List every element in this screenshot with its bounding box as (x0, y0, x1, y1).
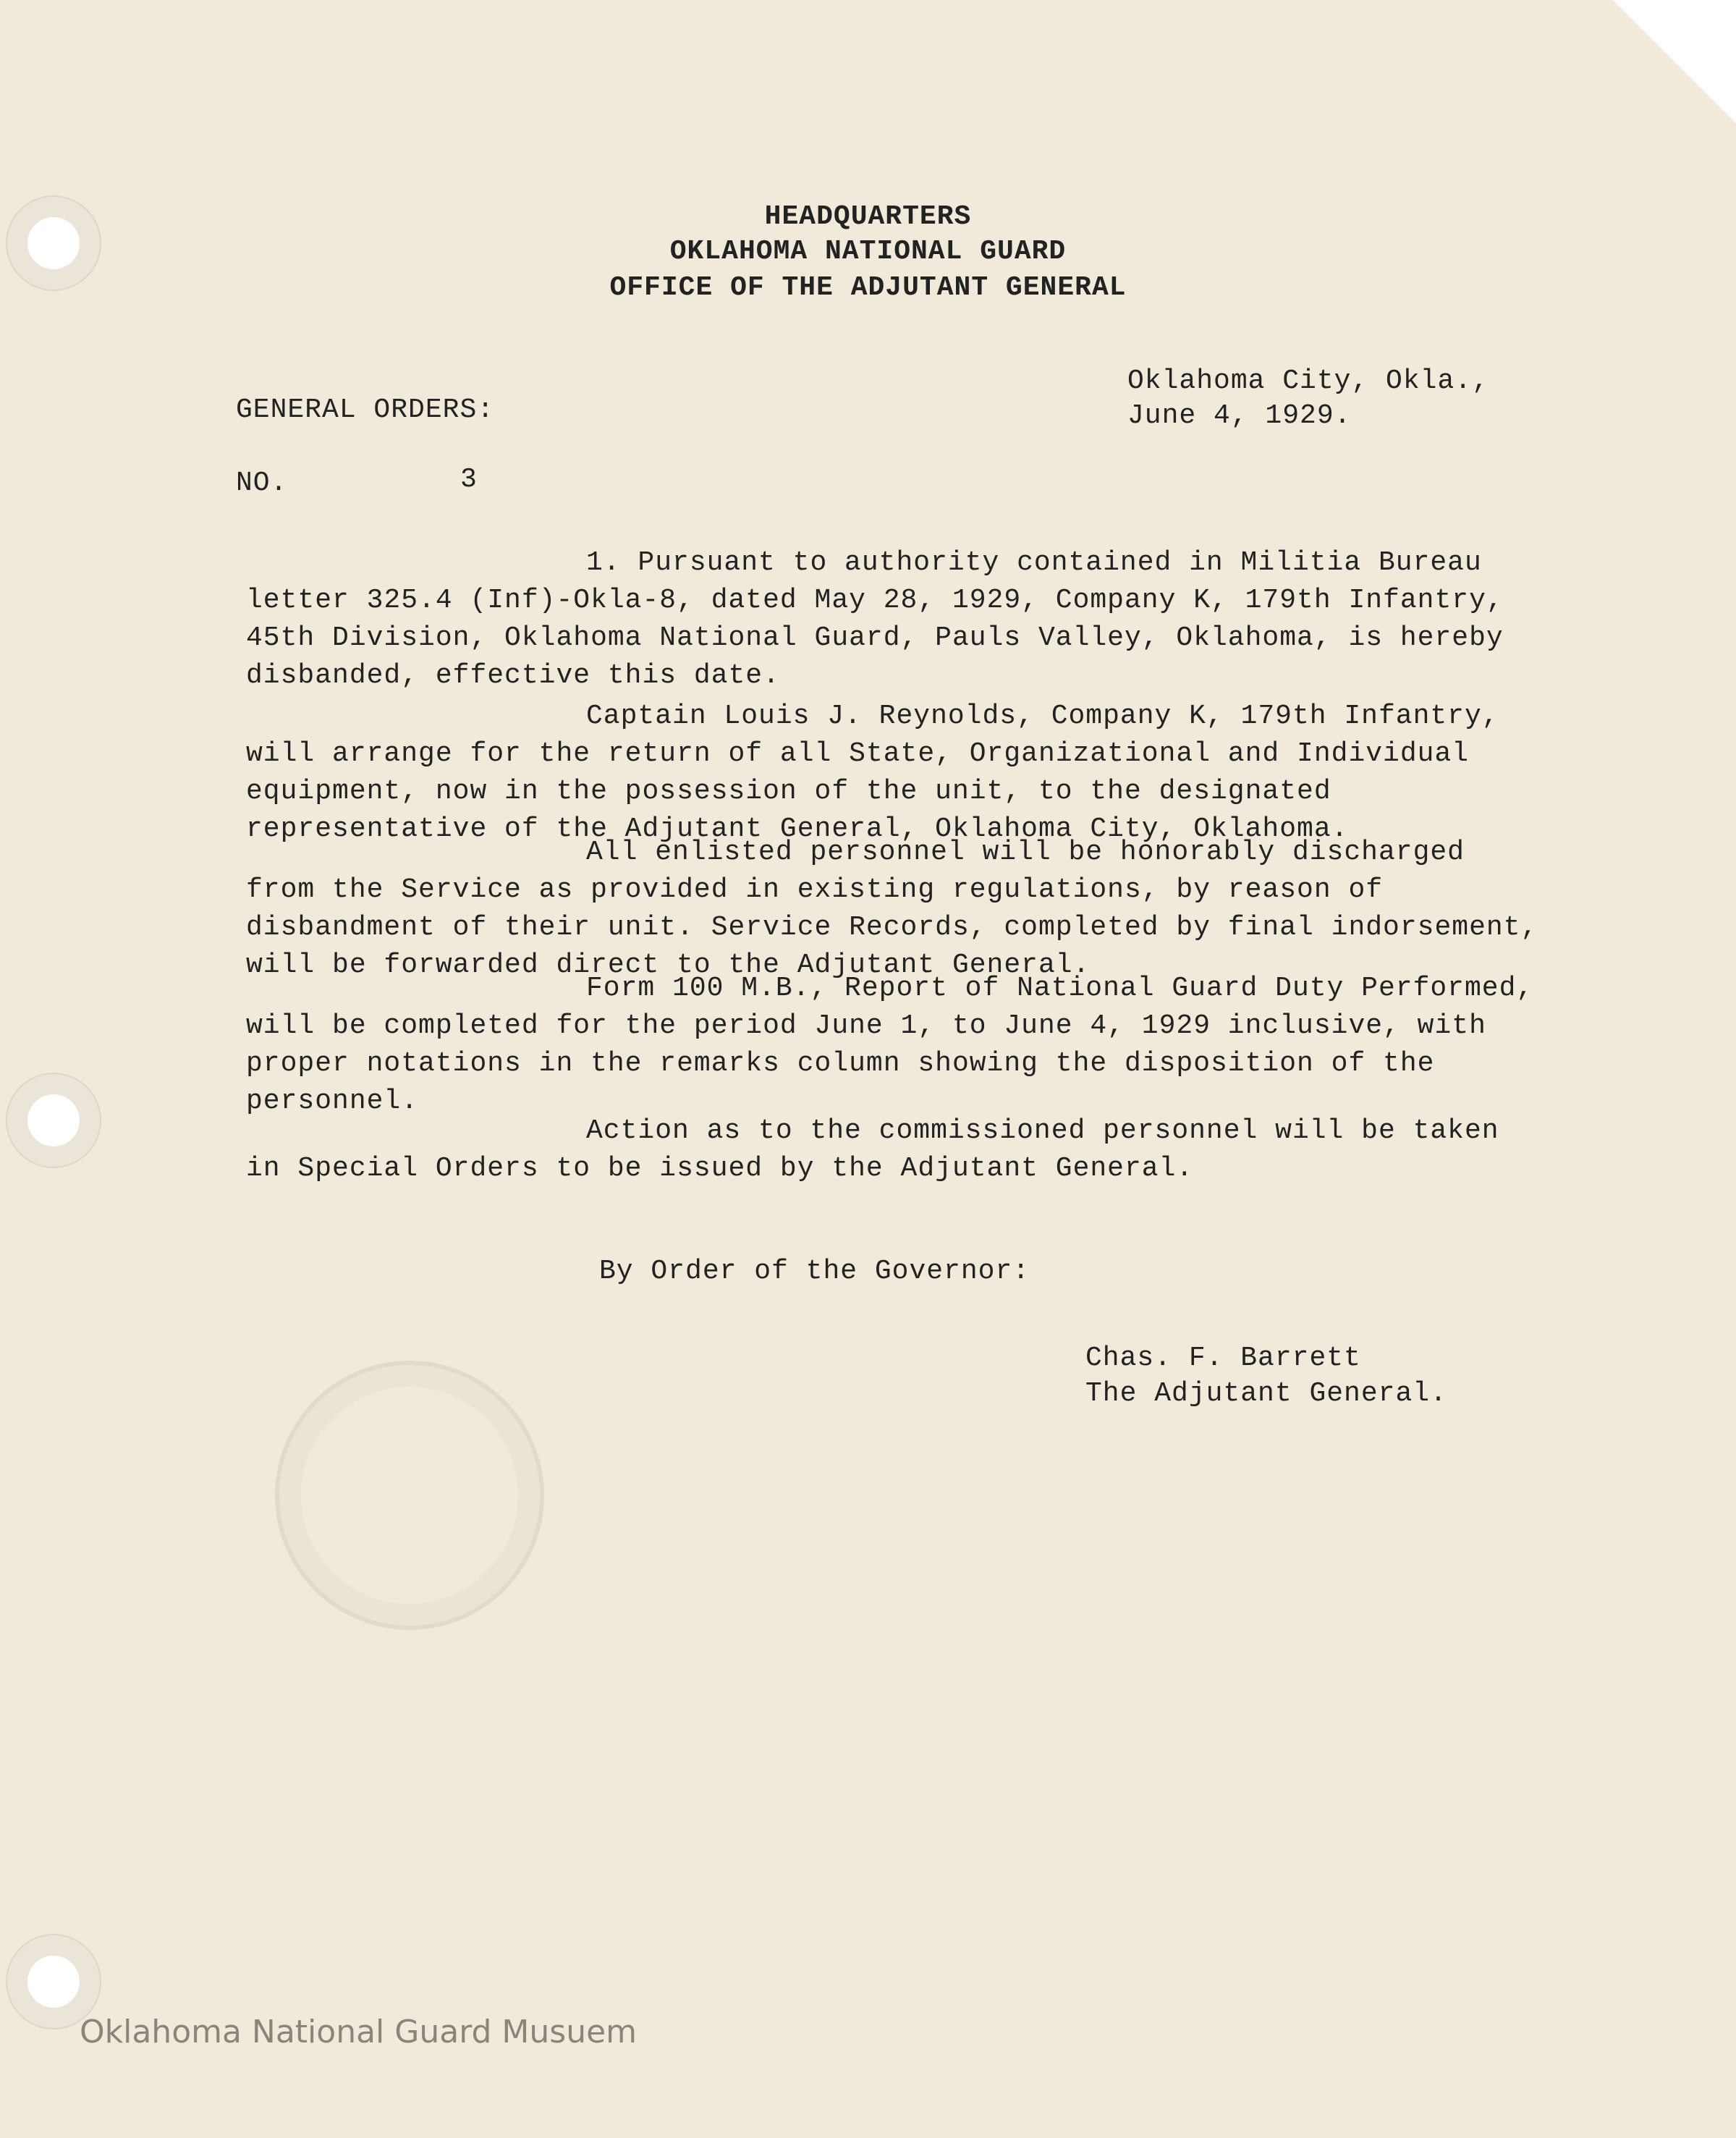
folded-corner (1613, 0, 1736, 123)
paragraph-3: All enlisted personnel will be honorably discharged from the Service as provided in existing regulations, by reason of disbandment of their unit. Service Records, completed by final indorsement, will be forwarded direct to the Adjutant General. (246, 837, 1538, 981)
paragraph-1: 1. Pursuant to authority contained in Militia Bureau letter 325.4 (Inf)-Okla-8, dated May 28, 1929, Company K, 179th Infantry, 45th Division, Oklahoma National Guard, Pauls Valley, Oklahoma, is hereby disbanded, effective this date. (246, 547, 1504, 691)
signature-title: The Adjutant General. (1085, 1378, 1447, 1409)
paragraph-4: Form 100 M.B., Report of National Guard Duty Performed, will be completed for the period June 1, to June 4, 1929 inclusive, with proper notations in the remarks column showing the disposition of the personnel. (246, 973, 1534, 1117)
closing-line: By Order of the Governor: (599, 1256, 1030, 1287)
general-orders-label: GENERAL ORDERS: (236, 394, 495, 426)
paragraph-5: Action as to the commissioned personnel will be taken in Special Orders to be issued by the Adjutant General. (246, 1115, 1499, 1184)
paragraph-2: Captain Louis J. Reynolds, Company K, 179th Infantry, will arrange for the return of all State, Organizational and Individual equipment, now in the possession of the unit, to the designated representative of the Adjutant General, Oklahoma City, Oklahoma. (246, 701, 1499, 845)
number-label: NO. (236, 468, 288, 499)
museum-watermark: Oklahoma National Guard Musuem (80, 2014, 638, 2050)
header-line-3: OFFICE OF THE ADJUTANT GENERAL (609, 272, 1127, 303)
signature-name: Chas. F. Barrett (1085, 1343, 1361, 1374)
date-line: June 4, 1929. (1127, 400, 1352, 431)
place-line: Oklahoma City, Okla., (1127, 366, 1489, 397)
header-line-1: HEADQUARTERS (764, 201, 972, 232)
embossed-seal (275, 1361, 544, 1630)
header-line-2: OKLAHOMA NATIONAL GUARD (669, 236, 1067, 267)
punch-hole-middle (6, 1073, 101, 1168)
number-value: 3 (460, 464, 478, 495)
